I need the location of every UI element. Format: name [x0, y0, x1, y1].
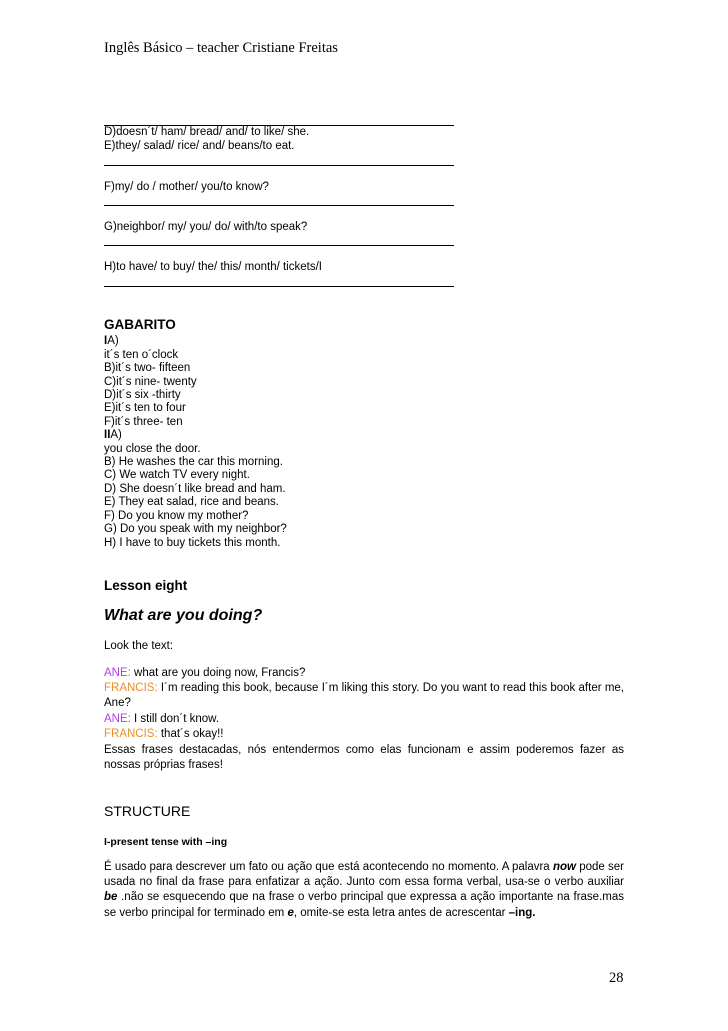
speaker-label: ANE:: [104, 667, 131, 679]
emphasis-now: now: [552, 861, 576, 873]
gabarito-line: G) Do you speak with my neighbor?: [104, 523, 287, 536]
gabarito-line: D)it´s six -thirty: [104, 389, 181, 402]
lesson-subtitle: What are you doing?: [104, 607, 263, 624]
gabarito-line: you close the door.: [104, 442, 201, 455]
structure-heading: STRUCTURE: [104, 803, 191, 819]
dialog-text: [104, 666, 624, 742]
emphasis-e: e: [287, 906, 294, 919]
dialog-text: I´m reading this book, because I´m liking this story. Do you want to read this book after me, Ane?: [104, 682, 624, 710]
gabarito-section: [104, 318, 624, 550]
gabarito-line: F)it´s three- ten: [104, 415, 183, 428]
dialog-line: [104, 712, 624, 727]
gabarito-line: it´s ten o´clock: [104, 348, 179, 361]
speaker-label: FRANCIS:: [104, 727, 158, 740]
exercise-h: H)to have/ to buy/ the/ this/ month/ tickets/I: [104, 261, 322, 273]
gabarito-line: C)it´s nine- twenty: [104, 375, 197, 388]
page-header: Inglês Básico – teacher Cristiane Freitas: [104, 40, 338, 56]
paragraph-text: É usado para descrever um fato ou ação que está acontecendo no momento. A palavra: [104, 861, 553, 873]
gabarito-line: B) He washes the car this morning.: [104, 456, 283, 469]
dialog-text: what are you doing now, Francis?: [130, 667, 306, 679]
speaker-label: ANE:: [104, 712, 131, 725]
part-mark: II: [104, 429, 111, 442]
answer-line: [104, 125, 454, 126]
explanation-paragraph: Essas frases destacadas, nós entendermos como elas funcionam e assim poderemos fazer as nossas próprias frases!: [104, 744, 624, 772]
exercise-d: D)doesn´t/ ham/ bread/ and/ to like/ she.: [104, 126, 310, 138]
dialog-line: [104, 666, 624, 681]
answer-line: [104, 286, 454, 287]
gabarito-line: B)it´s two- fifteen: [104, 362, 191, 375]
lesson-heading: Lesson eight: [104, 578, 188, 593]
structure-paragraph: [104, 860, 624, 921]
exercise-e: E)they/ salad/ rice/ and/ beans/to eat.: [104, 140, 295, 152]
dialog-text: I still don´t know.: [130, 712, 220, 725]
dialog-text: that´s okay!!: [157, 727, 224, 740]
answer-line: [104, 165, 454, 166]
paragraph-text: , omite-se esta letra antes de acrescentar: [293, 906, 509, 919]
gabarito-part1-heading: [104, 335, 624, 348]
exercise-g: G)neighbor/ my/ you/ do/ with/to speak?: [104, 221, 308, 233]
gabarito-line: E) They eat salad, rice and beans.: [104, 496, 279, 509]
paragraph-text: .não se esquecendo que na frase o verbo principal que expressa a ação importante na frase.mas se verbo principal for terminado em: [104, 891, 624, 919]
gabarito-part2-heading: [104, 429, 624, 442]
answer-line: [104, 245, 454, 246]
dialog-line: [104, 681, 624, 711]
part-mark: I: [104, 335, 108, 348]
structure-subheading: I-present tense with –ing: [104, 836, 228, 848]
gabarito-title: GABARITO: [104, 317, 176, 332]
gabarito-line: H) I have to buy tickets this month.: [104, 536, 281, 549]
emphasis-ing: –ing.: [508, 906, 536, 919]
gabarito-line: C) We watch TV every night.: [104, 469, 250, 482]
page-number: 28: [609, 970, 624, 986]
speaker-label: FRANCIS:: [104, 682, 158, 695]
emphasis-be: be: [104, 891, 118, 904]
part-suffix: A): [107, 335, 119, 348]
gabarito-line: D) She doesn´t like bread and ham.: [104, 482, 286, 495]
dialog-line: [104, 727, 624, 742]
gabarito-line: F) Do you know my mother?: [104, 509, 249, 522]
part-suffix: A): [110, 429, 122, 442]
exercise-f: F)my/ do / mother/ you/to know?: [104, 181, 269, 193]
answer-line: [104, 205, 454, 206]
gabarito-line: E)it´s ten to four: [104, 402, 186, 415]
paragraph-text: pode ser usada no final da frase para enfatizar a ação. Junto com essa forma verbal, usa-se o verbo auxiliar: [104, 861, 625, 889]
look-instruction: Look the text:: [104, 640, 174, 652]
